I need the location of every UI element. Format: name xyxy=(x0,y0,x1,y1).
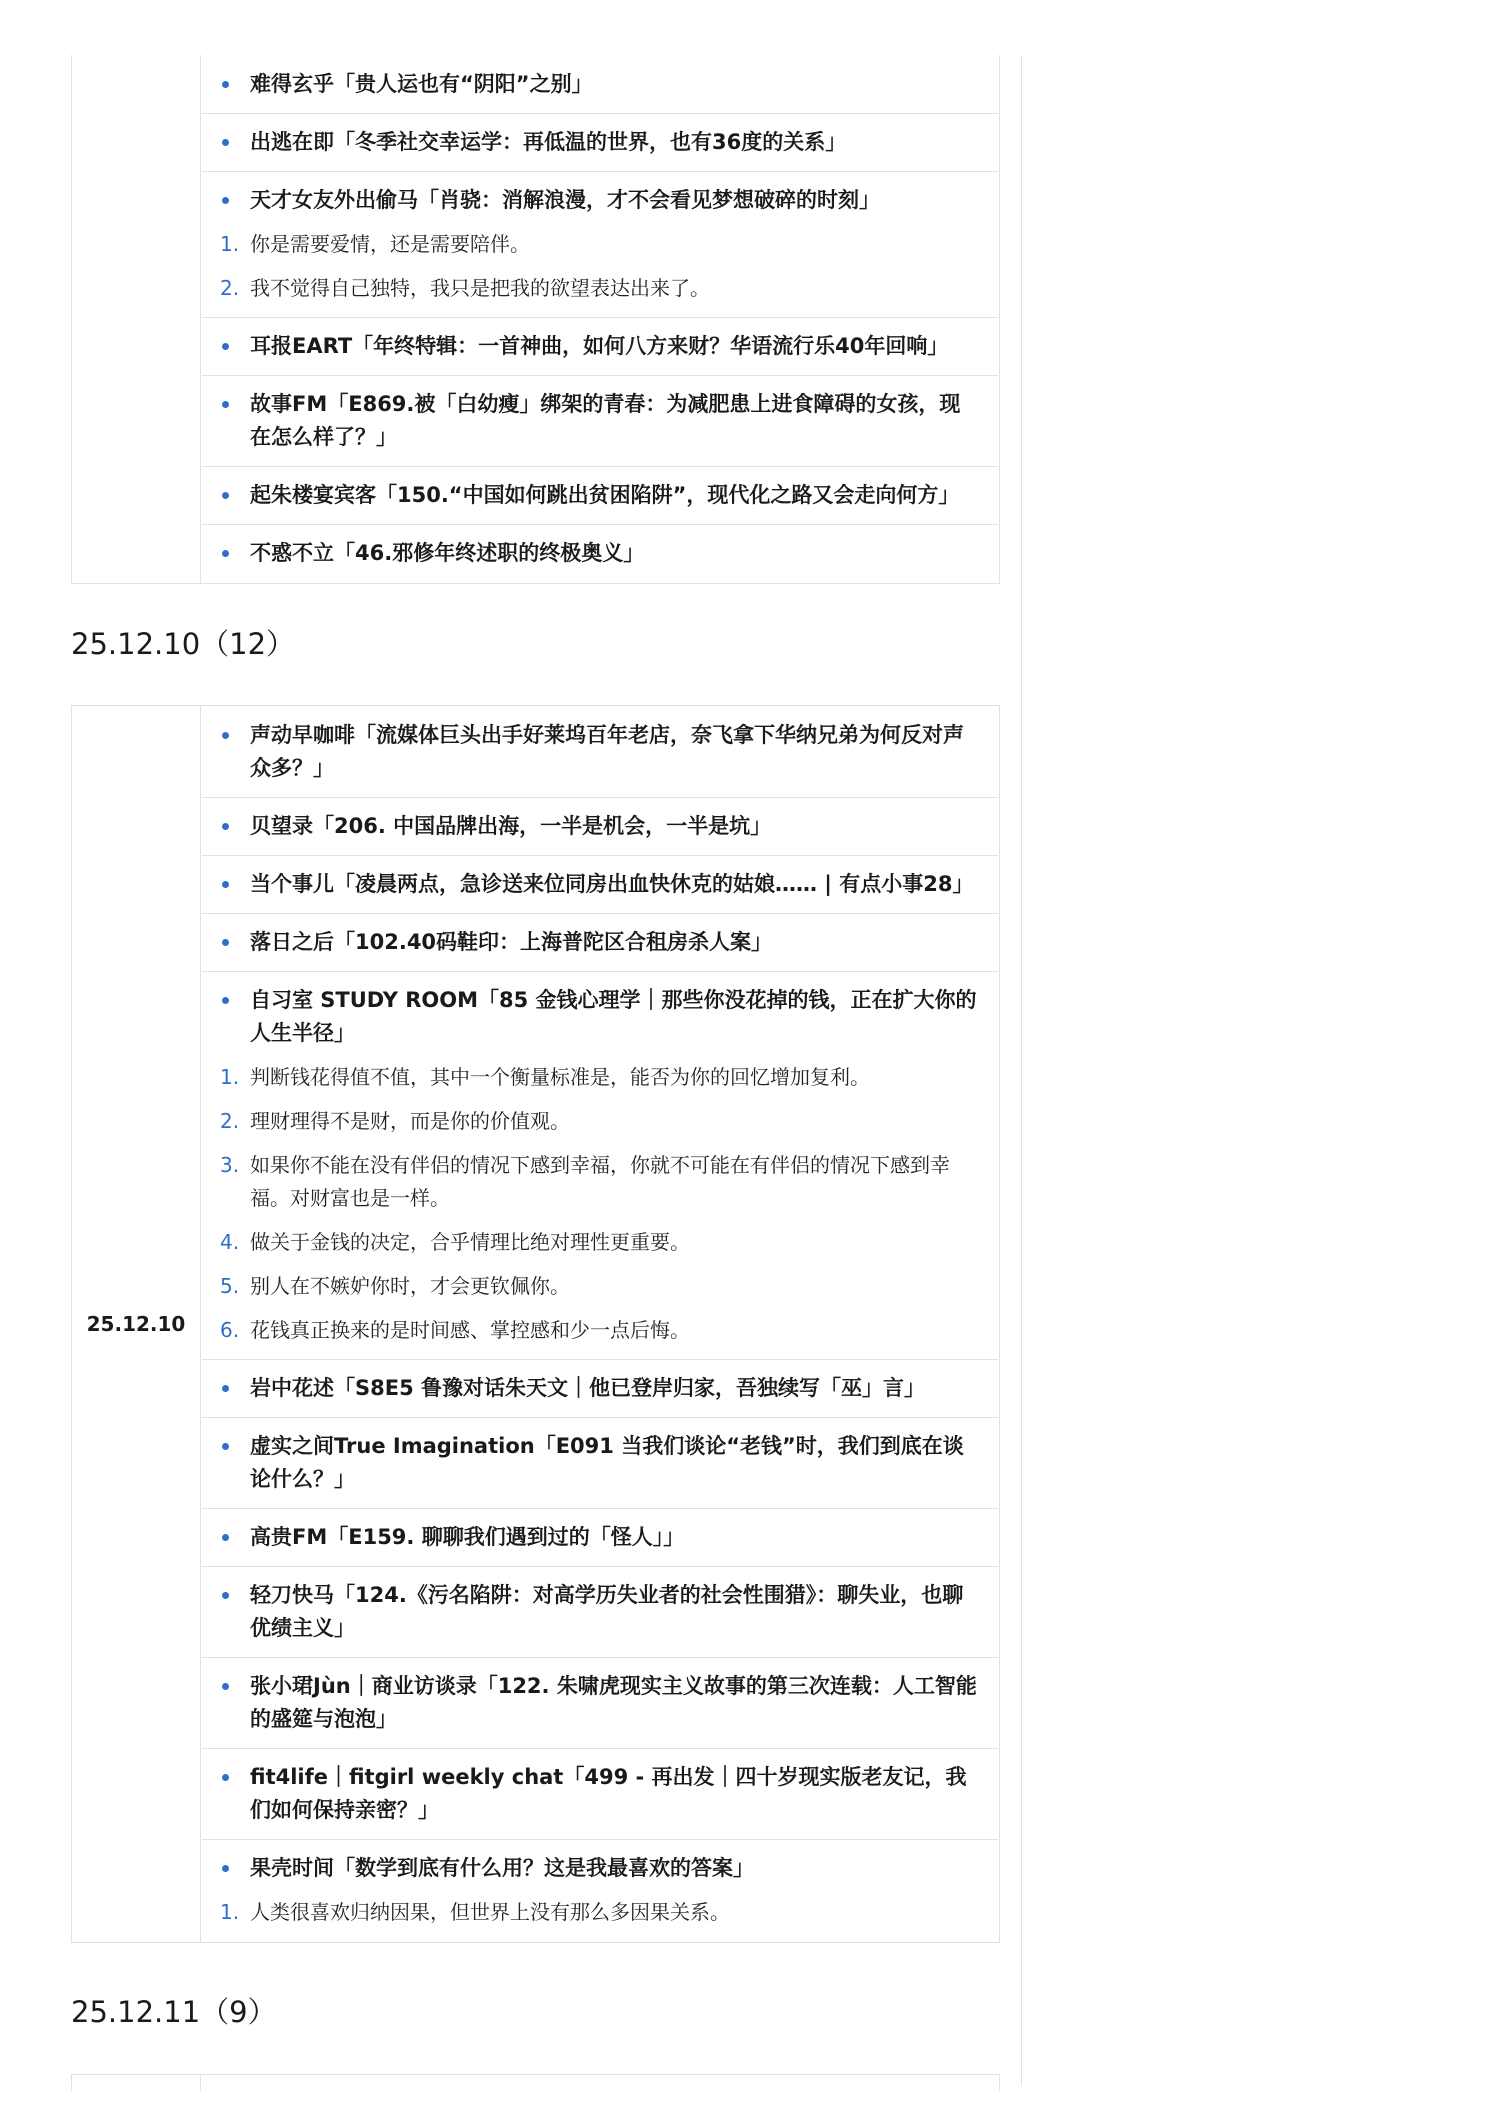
episode-title: 难得玄乎「贵人运也有“阴阳”之别」 xyxy=(220,68,978,101)
podcast-entry xyxy=(202,172,998,318)
episode-title: 贝望录「206. 中国品牌出海，一半是机会，一半是坑」 xyxy=(220,810,978,843)
section-25-12-11 xyxy=(71,2074,1000,2091)
day-table xyxy=(71,55,1000,584)
episode-title: 故事FM「E869.被「白幼瘦」绑架的青春：为减肥患上进食障碍的女孩，现在怎么样了？」 xyxy=(220,388,978,454)
note-number: 5. xyxy=(220,1274,240,1298)
podcast-entry xyxy=(202,1749,998,1840)
episode-title: 岩中花述「S8E5 鲁豫对话朱天文｜他已登岸归家，吾独续写「巫」言」 xyxy=(220,1372,978,1405)
note-text: 理财理得不是财，而是你的价值观。 xyxy=(250,1109,570,1133)
entries-cell xyxy=(201,55,1000,584)
note-item xyxy=(220,1149,978,1215)
note-text: 判断钱花得值不值，其中一个衡量标准是，能否为你的回忆增加复利。 xyxy=(250,1065,870,1089)
page-divider-line xyxy=(1021,56,1022,2086)
date-cell xyxy=(72,2075,201,2092)
note-text: 如果你不能在没有伴侣的情况下感到幸福，你就不可能在有伴侣的情况下感到幸福。对财富也是一样。 xyxy=(250,1153,950,1210)
podcast-entry xyxy=(202,318,998,376)
podcast-entry xyxy=(202,1360,998,1418)
podcast-entry xyxy=(202,1418,998,1509)
day-table xyxy=(71,705,1000,1943)
note-text: 做关于金钱的决定，合乎情理比绝对理性更重要。 xyxy=(250,1230,690,1254)
podcast-entry xyxy=(202,798,998,856)
podcast-entry xyxy=(202,856,998,914)
day-heading: 25.12.11（9） xyxy=(71,1995,277,2029)
podcast-entry xyxy=(202,972,998,1360)
date-cell xyxy=(72,55,201,584)
episode-title: 天才女友外出偷马「肖骁：消解浪漫，才不会看见梦想破碎的时刻」 xyxy=(220,184,978,217)
episode-title: 高贵FM「E159. 聊聊我们遇到过的「怪人」」 xyxy=(220,1521,978,1554)
note-text: 别人在不嫉妒你时，才会更钦佩你。 xyxy=(250,1274,570,1298)
note-item xyxy=(220,1314,978,1347)
podcast-entry xyxy=(202,467,998,525)
episode-title: 落日之后「102.40码鞋印：上海普陀区合租房杀人案」 xyxy=(220,926,978,959)
note-number: 2. xyxy=(220,1109,240,1133)
section-25-12-09-continued xyxy=(71,55,1000,584)
podcast-entry xyxy=(202,1658,998,1749)
episode-title: fit4life｜fitgirl weekly chat「499 - 再出发｜四十岁现实版老友记，我们如何保持亲密？」 xyxy=(220,1761,978,1827)
episode-title: 张小珺Jùn｜商业访谈录「122. 朱啸虎现实主义故事的第三次连载：人工智能的盛筵与泡泡」 xyxy=(220,1670,978,1736)
note-item xyxy=(220,1226,978,1259)
podcast-entry xyxy=(202,56,998,114)
episode-title: 轻刀快马「124.《污名陷阱：对高学历失业者的社会性围猎》：聊失业，也聊优绩主义」 xyxy=(220,1579,978,1645)
note-text: 你是需要爱情，还是需要陪伴。 xyxy=(250,232,530,256)
note-item xyxy=(220,272,978,305)
podcast-entry xyxy=(202,376,998,467)
note-number: 6. xyxy=(220,1318,240,1342)
episode-title: 出逃在即「冬季社交幸运学：再低温的世界，也有36度的关系」 xyxy=(220,126,978,159)
podcast-entry xyxy=(202,1509,998,1567)
day-table xyxy=(71,2074,1000,2091)
note-number: 4. xyxy=(220,1230,240,1254)
note-text: 人类很喜欢归纳因果，但世界上没有那么多因果关系。 xyxy=(250,1900,730,1924)
podcast-entry xyxy=(202,114,998,172)
note-text: 我不觉得自己独特，我只是把我的欲望表达出来了。 xyxy=(250,276,710,300)
note-number: 1. xyxy=(220,1065,240,1089)
note-text: 花钱真正换来的是时间感、掌控感和少一点后悔。 xyxy=(250,1318,690,1342)
entries-cell xyxy=(201,706,1000,1943)
episode-title: 自习室 STUDY ROOM「85 金钱心理学｜那些你没花掉的钱，正在扩大你的人生半径」 xyxy=(220,984,978,1050)
podcast-entry xyxy=(202,707,998,798)
episode-title: 声动早咖啡「流媒体巨头出手好莱坞百年老店，奈飞拿下华纳兄弟为何反对声众多？」 xyxy=(220,719,978,785)
note-item xyxy=(220,1896,978,1929)
episode-title: 果壳时间「数学到底有什么用？这是我最喜欢的答案」 xyxy=(220,1852,978,1885)
note-item xyxy=(220,228,978,261)
note-number: 1. xyxy=(220,232,240,256)
day-heading: 25.12.10（12） xyxy=(71,627,296,661)
date-cell: 25.12.10 xyxy=(72,706,201,1943)
section-25-12-10 xyxy=(71,705,1000,1943)
note-number: 1. xyxy=(220,1900,240,1924)
episode-title: 起朱楼宴宾客「150.“中国如何跳出贫困陷阱”，现代化之路又会走向何方」 xyxy=(220,479,978,512)
entries-cell xyxy=(201,2075,1000,2092)
episode-title: 当个事儿「凌晨两点，急诊送来位同房出血快休克的姑娘…… | 有点小事28」 xyxy=(220,868,978,901)
podcast-entry xyxy=(202,525,998,582)
episode-title: 不惑不立「46.邪修年终述职的终极奥义」 xyxy=(220,537,978,570)
note-number: 3. xyxy=(220,1153,240,1177)
podcast-entry xyxy=(202,914,998,972)
podcast-entry xyxy=(202,1840,998,1941)
podcast-entry xyxy=(202,1567,998,1658)
note-item xyxy=(220,1270,978,1303)
episode-title: 耳报EART「年终特辑：一首神曲，如何八方来财？华语流行乐40年回响」 xyxy=(220,330,978,363)
episode-title: 虚实之间True Imagination「E091 当我们谈论“老钱”时，我们到底在谈论什么？」 xyxy=(220,1430,978,1496)
note-number: 2. xyxy=(220,276,240,300)
note-item xyxy=(220,1061,978,1094)
note-item xyxy=(220,1105,978,1138)
